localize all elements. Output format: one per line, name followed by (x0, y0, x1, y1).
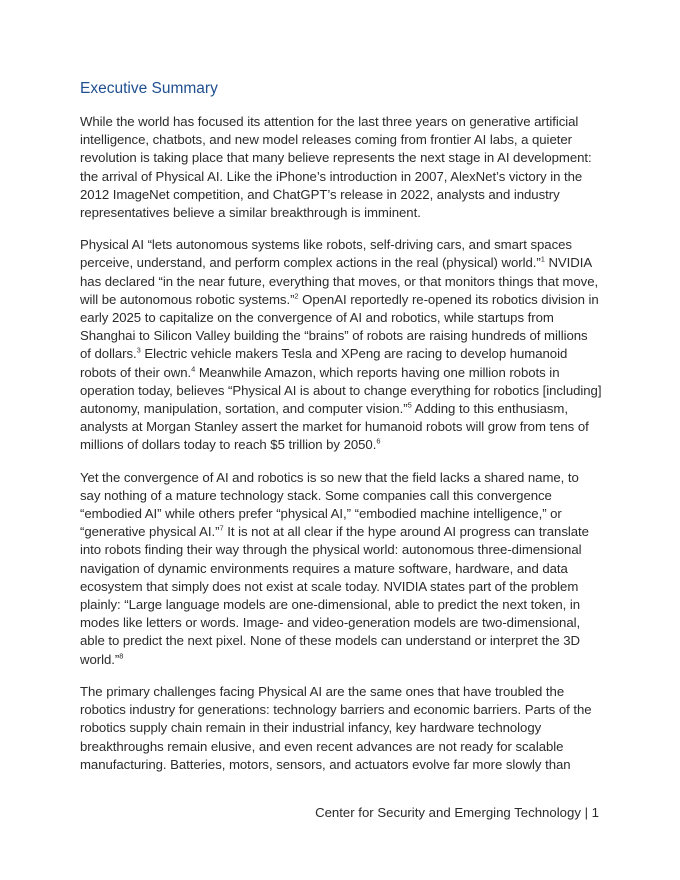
footnote-ref[interactable]: 8 (119, 651, 124, 661)
paragraph (80, 236, 602, 454)
paragraph (80, 683, 602, 774)
paragraph-text: Meanwhile Amazon, which reports having one million robots in operation today, believes “Physical AI is about to change everything for robotics [including] autonomy, manipulation, sortation, and computer vision.” (80, 364, 602, 417)
paragraph-text: NVIDIA has declared “in the near future, everything that moves, or that monitors things that move, will be autonomous robotic systems.” (80, 255, 599, 307)
footnote-ref[interactable]: 3 (136, 346, 141, 356)
paragraph-text: OpenAI reportedly re-opened its robotics division in early 2025 to capitalize on the convergence of AI and robotics, while startups from Shanghai to Silicon Valley building the “brains” of robots are raising hundreds of millions of dollars. (80, 291, 599, 362)
paragraph (80, 113, 602, 222)
footnote-ref[interactable]: 2 (294, 291, 299, 301)
paragraph-text: It is not at all clear if the hype around AI progress can translate into robots finding their way through the physical world: autonomous three-dimensional navigation of dynamic environments requires a mature software, hardware, and data ecosystem that simply does not exist at scale today. NVIDIA states part of the problem plainly: “Large language models are one-dimensional, able to predict the next token, in modes like letters or words. Image- and video-generation models are two-dimensional, able to predict the next pixel. None of these models can understand or interpret the 3D world.” (80, 524, 589, 667)
section-heading: Executive Summary (80, 80, 218, 97)
paragraph-text: The primary challenges facing Physical AI are the same ones that have troubled the robotics industry for generations: technology barriers and economic barriers. Parts of the robotics supply chain remain in their industrial infancy, key hardware technology breakthroughs remain elusive, and even recent advances are not ready for scalable manufacturing. Batteries, motors, sensors, and actuators evolve far more slowly than (80, 683, 592, 772)
footnote-ref[interactable]: 1 (540, 255, 545, 265)
footnote-ref[interactable]: 5 (407, 400, 412, 410)
footnote-ref[interactable]: 7 (219, 523, 224, 533)
paragraph-text: Adding to this enthusiasm, analysts at Morgan Stanley assert the market for humanoid robots will grow from tens of millions of dollars today to reach $5 trillion by 2050. (80, 401, 589, 453)
footnote-ref[interactable]: 4 (191, 364, 196, 374)
paragraph-text: While the world has focused its attention for the last three years on generative artificial intelligence, chatbots, and new model releases coming from frontier AI labs, a quieter revolution is taking place that many believe represents the next stage in AI development: the arrival of Physical AI. Like the iPhone’s introduction in 2007, AlexNet’s victory in the 2012 ImageNet competition, and ChatGPT’s release in 2022, analysts and industry representatives believe a similar breakthrough is imminent. (80, 114, 592, 221)
paragraph-text: Yet the convergence of AI and robotics is so new that the field lacks a shared name, to say nothing of a mature technology stack. Some companies call this convergence “embodied AI” while others prefer “physical AI,” “embodied machine intelligence,” or “generative physical AI.” (80, 469, 579, 540)
document-page (80, 78, 602, 788)
paragraph (80, 469, 602, 669)
footnote-ref[interactable]: 6 (376, 437, 381, 447)
page-footer: Center for Security and Emerging Technology | 1 (315, 805, 599, 820)
paragraph-text: Electric vehicle makers Tesla and XPeng are racing to develop humanoid robots of their own. (80, 346, 568, 380)
paragraph-text: Physical AI “lets autonomous systems like robots, self-driving cars, and smart spaces perceive, understand, and perform complex actions in the real (physical) world.” (80, 237, 572, 271)
